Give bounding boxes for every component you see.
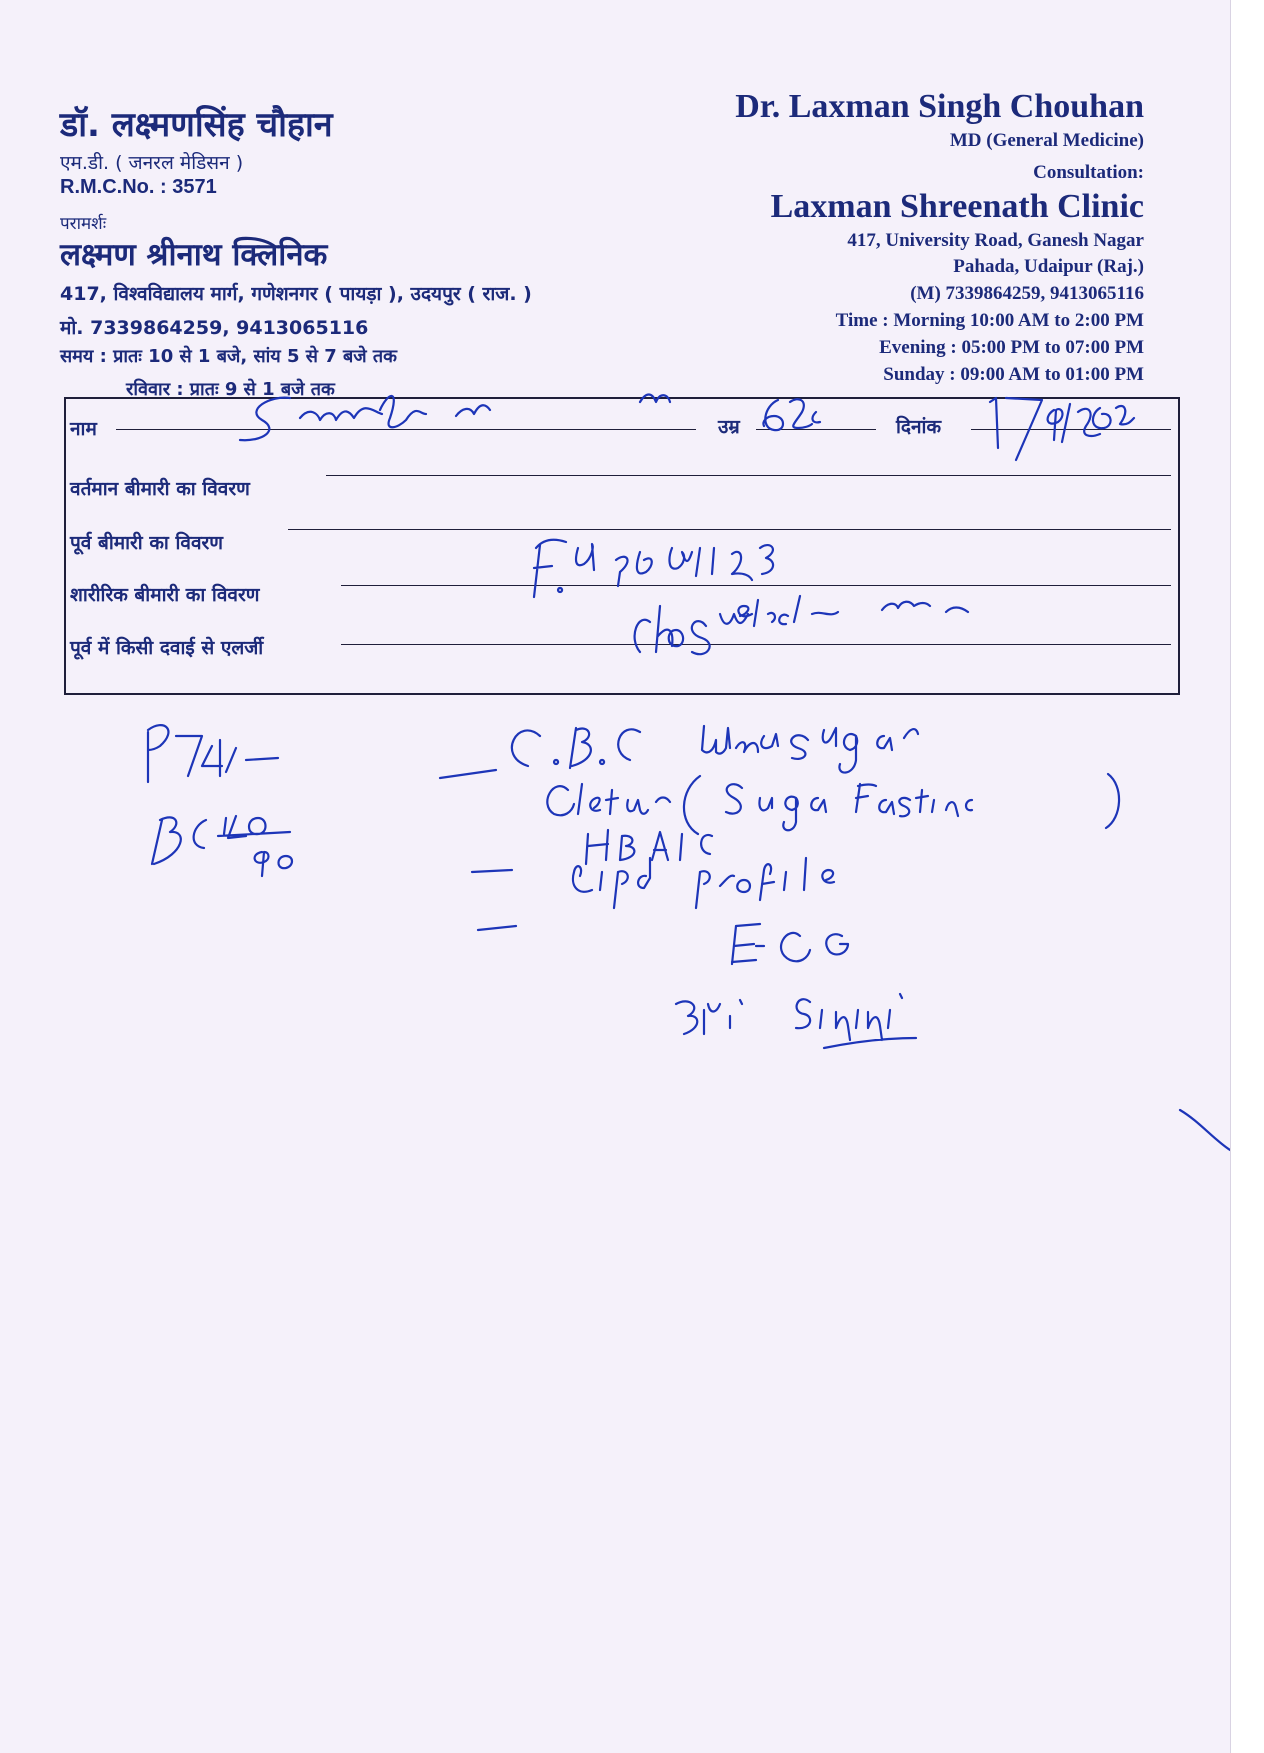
time-sunday: Sunday : 09:00 AM to 01:00 PM bbox=[883, 364, 1144, 385]
time-evening: Evening : 05:00 PM to 07:00 PM bbox=[879, 337, 1144, 358]
degree-hindi: एम.डी. ( जनरल मेडिसन ) bbox=[60, 152, 244, 174]
degree-english: MD (General Medicine) bbox=[949, 130, 1144, 151]
date-line bbox=[971, 429, 1171, 430]
drug-allergy-line bbox=[341, 644, 1171, 645]
handwritten-line-1 bbox=[512, 726, 918, 773]
physical-illness-label: शारीरिक बीमारी का विवरण bbox=[70, 581, 265, 607]
sunday-timing-hindi: रविवार : प्रातः 9 से 1 बजे तक bbox=[126, 379, 335, 400]
time-morning: Time : Morning 10:00 AM to 2:00 PM bbox=[835, 310, 1144, 331]
handwritten-dashes bbox=[440, 770, 516, 930]
date-label: दिनांक bbox=[896, 413, 947, 439]
mobile-hindi: मो. 7339864259, 9413065116 bbox=[60, 317, 369, 339]
clinic-name-hindi: लक्ष्मण श्रीनाथ क्लिनिक bbox=[60, 237, 328, 273]
handwritten-line-6 bbox=[676, 994, 916, 1048]
current-illness-label: वर्तमान बीमारी का विवरण bbox=[70, 475, 256, 501]
handwritten-line-3 bbox=[586, 830, 712, 864]
current-illness-line bbox=[326, 475, 1171, 476]
drug-allergy-label: पूर्व में किसी दवाई से एलर्जी bbox=[70, 634, 269, 660]
consultation-label-english: Consultation: bbox=[1033, 162, 1144, 183]
clinic-name-english: Laxman Shreenath Clinic bbox=[770, 188, 1144, 225]
timing-hindi: समय : प्रातः 10 से 1 बजे, सांय 5 से 7 बजे तक bbox=[60, 346, 397, 367]
handwritten-line-4 bbox=[573, 858, 834, 908]
address-line2-english: Pahada, Udaipur (Raj.) bbox=[953, 256, 1144, 277]
address-hindi: 417, विश्वविद्यालय मार्ग, गणेशनगर ( पायड़ा ), उदयपुर ( राज. ) bbox=[60, 283, 532, 305]
address-line1-english: 417, University Road, Ganesh Nagar bbox=[847, 230, 1144, 251]
handwritten-pulse bbox=[148, 725, 278, 782]
past-illness-line bbox=[288, 529, 1171, 530]
age-line bbox=[756, 429, 876, 430]
handwritten-line-5 bbox=[732, 924, 848, 964]
handwritten-stray-mark bbox=[1180, 1110, 1230, 1150]
doctor-name-english: Dr. Laxman Singh Chouhan bbox=[735, 88, 1144, 125]
patient-form bbox=[64, 397, 1180, 695]
name-line bbox=[116, 429, 696, 430]
doctor-name-hindi: डॉ. लक्ष्मणसिंह चौहान bbox=[60, 105, 333, 145]
physical-illness-line bbox=[341, 585, 1171, 586]
mobile-english: (M) 7339864259, 9413065116 bbox=[910, 283, 1144, 304]
consultation-label-hindi: परामर्शः bbox=[60, 214, 107, 234]
age-label: उम्र bbox=[718, 413, 746, 439]
handwritten-line-2 bbox=[547, 774, 1119, 834]
past-illness-label: पूर्व बीमारी का विवरण bbox=[70, 529, 229, 555]
rmc-number: R.M.C.No. : 3571 bbox=[60, 176, 217, 198]
handwritten-bp bbox=[152, 816, 292, 876]
name-label: नाम bbox=[70, 415, 103, 441]
